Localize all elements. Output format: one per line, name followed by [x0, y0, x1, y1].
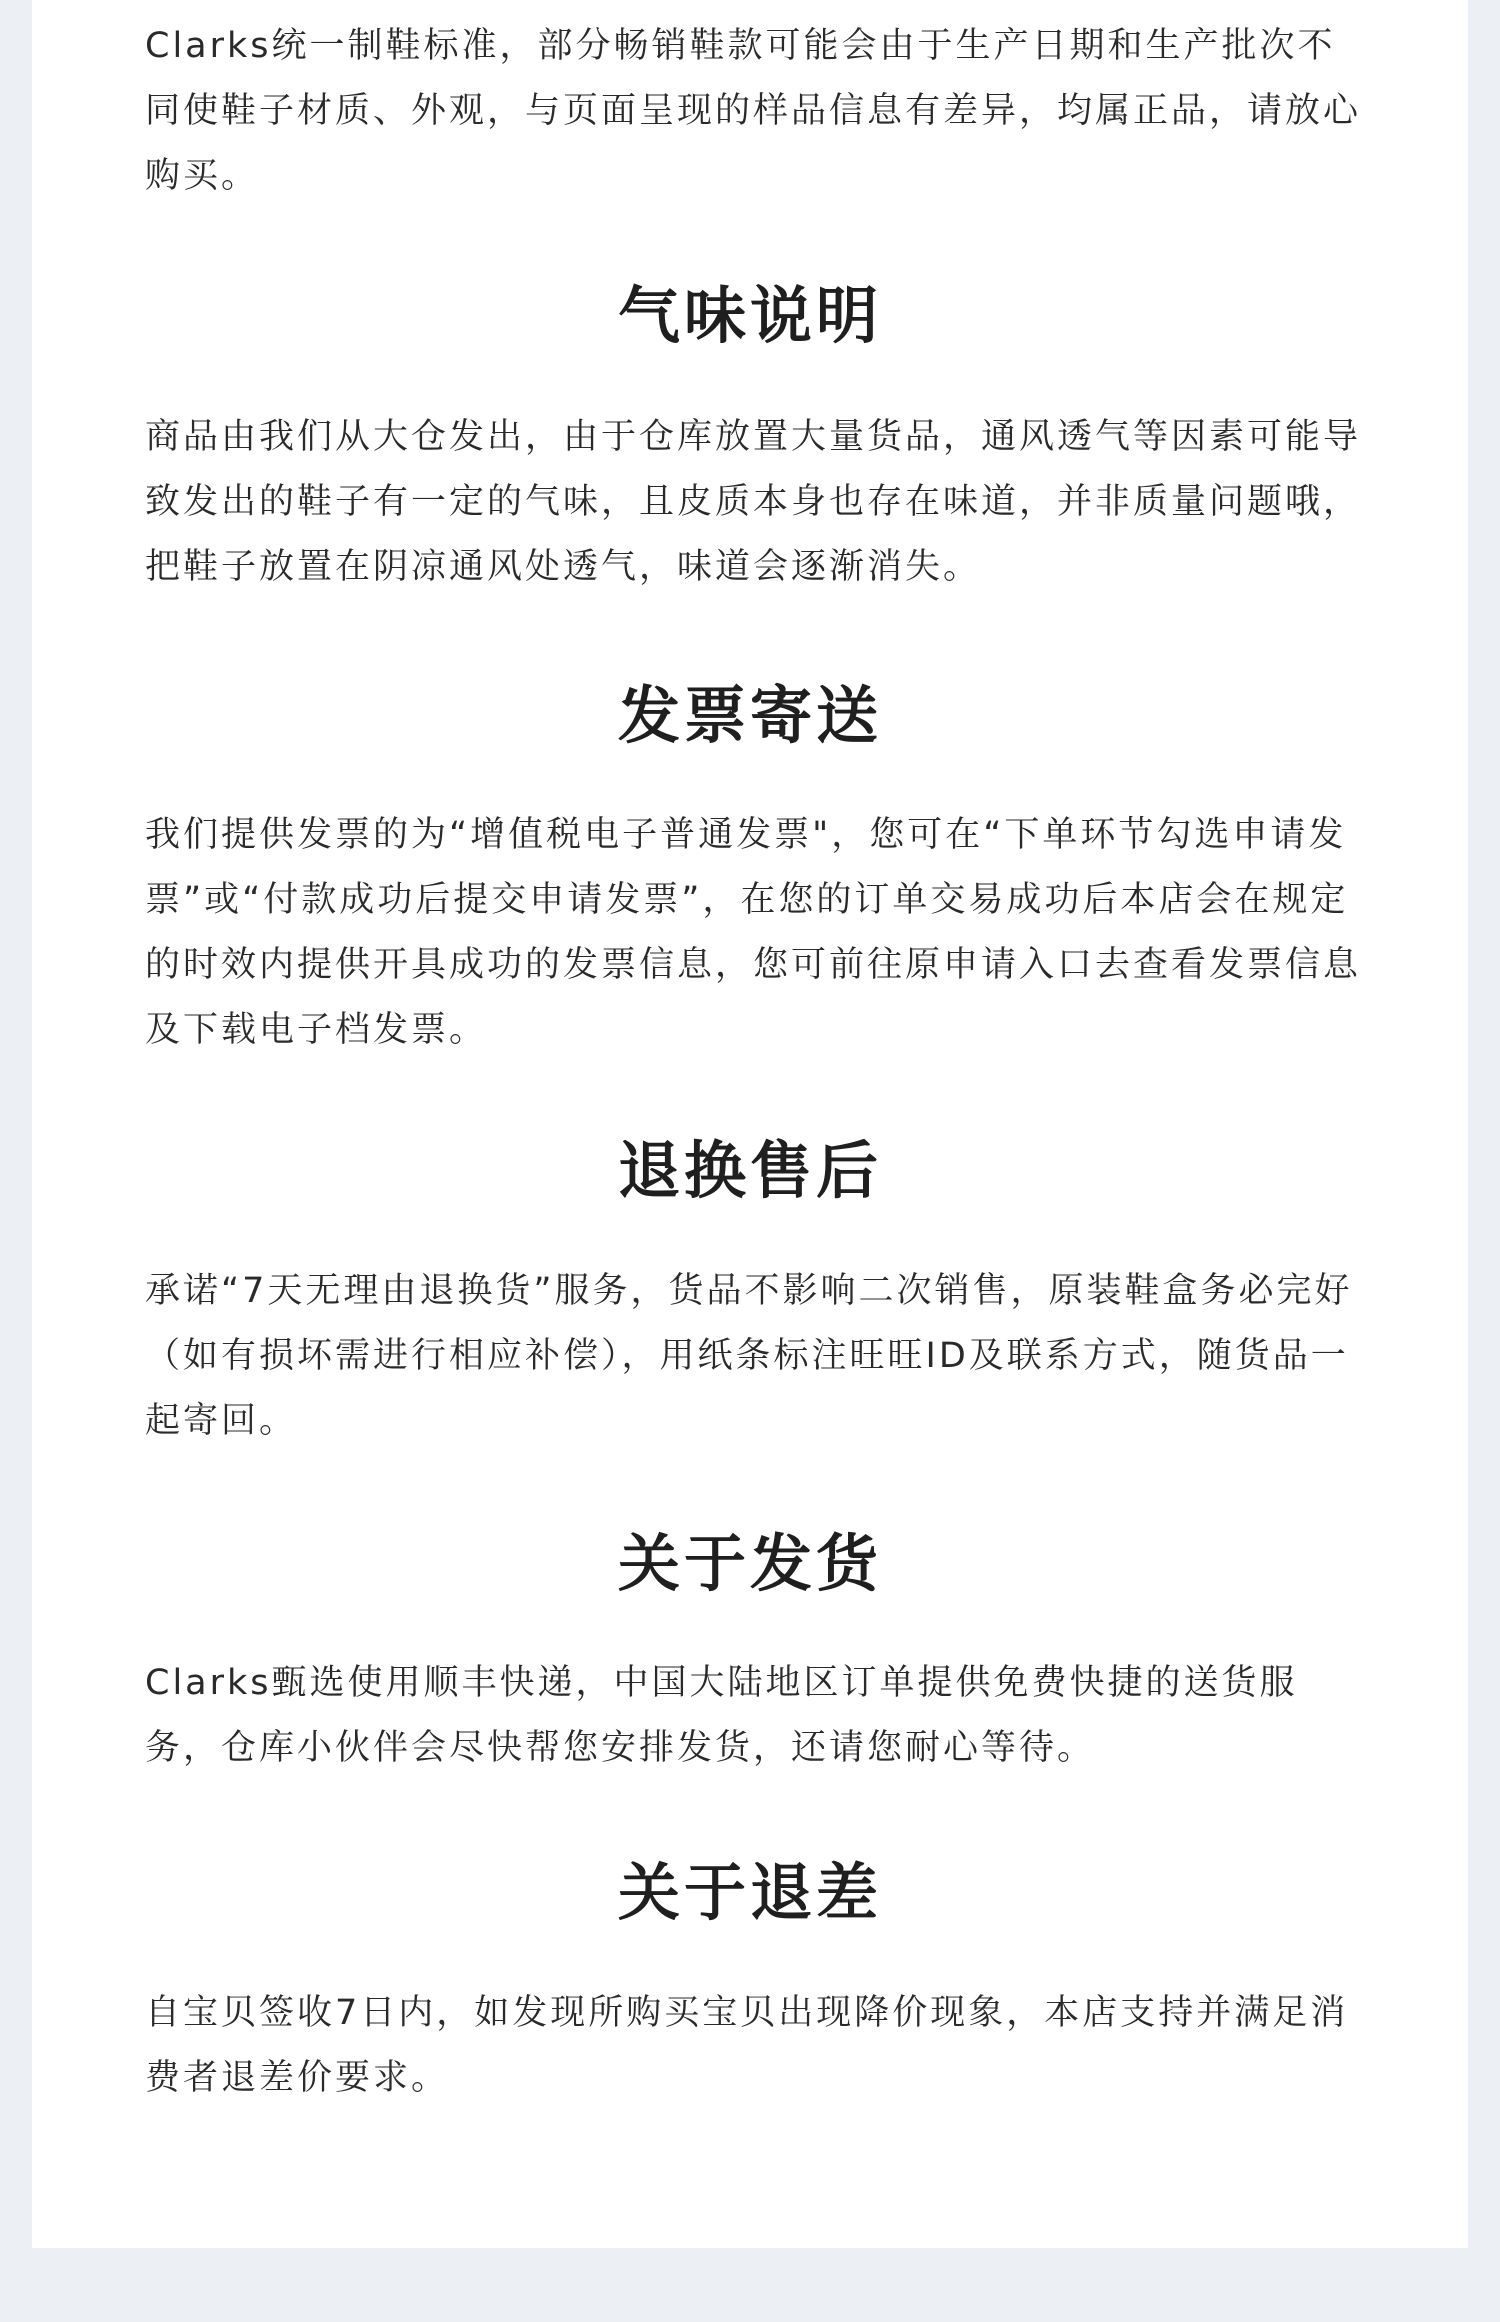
section-body-invoice: 我们提供发票的为“增值税电子普通发票"，您可在“下单环节勾选申请发票”或“付款成功后提交申请发票”，在您的订单交易成功后本店会在规定的时效内提供开具成功的发票信息，您可前往原申请入口去查看发票信息及下载电子档发票。	[145, 815, 1362, 1050]
page-bottom-margin	[0, 2248, 1500, 2322]
section-body-price-difference: 自宝贝签收7日内，如发现所购买宝贝出现降价现象，本店支持并满足消费者退差价要求。	[145, 1993, 1349, 2098]
section-body-odor: 商品由我们从大仓发出，由于仓库放置大量货品，通风透气等因素可能导致发出的鞋子有一定的气味，且皮质本身也存在味道，并非质量问题哦，把鞋子放置在阴凉通风处透气，味道会逐渐消失。	[145, 417, 1362, 587]
section-title-invoice: 发票寄送	[617, 679, 882, 752]
section-title-price-difference: 关于退差	[617, 1856, 882, 1929]
section-title-shipping: 关于发货	[617, 1527, 882, 1600]
section-body-shipping: Clarks甄选使用顺丰快递，中国大陆地区订单提供免费快捷的送货服务，仓库小伙伴会尽快帮您安排发货，还请您耐心等待。	[145, 1663, 1298, 1768]
section-title-returns: 退换售后	[617, 1134, 882, 1207]
section-title-odor: 气味说明	[617, 279, 882, 352]
intro-paragraph: Clarks统一制鞋标准，部分畅销鞋款可能会由于生产日期和生产批次不同使鞋子材质、外观，与页面呈现的样品信息有差异，均属正品，请放心购买。	[145, 26, 1362, 196]
section-body-returns: 承诺“7天无理由退换货”服务，货品不影响二次销售，原装鞋盒务必完好（如有损坏需进行相应补偿），用纸条标注旺旺ID及联系方式，随货品一起寄回。	[145, 1271, 1353, 1441]
